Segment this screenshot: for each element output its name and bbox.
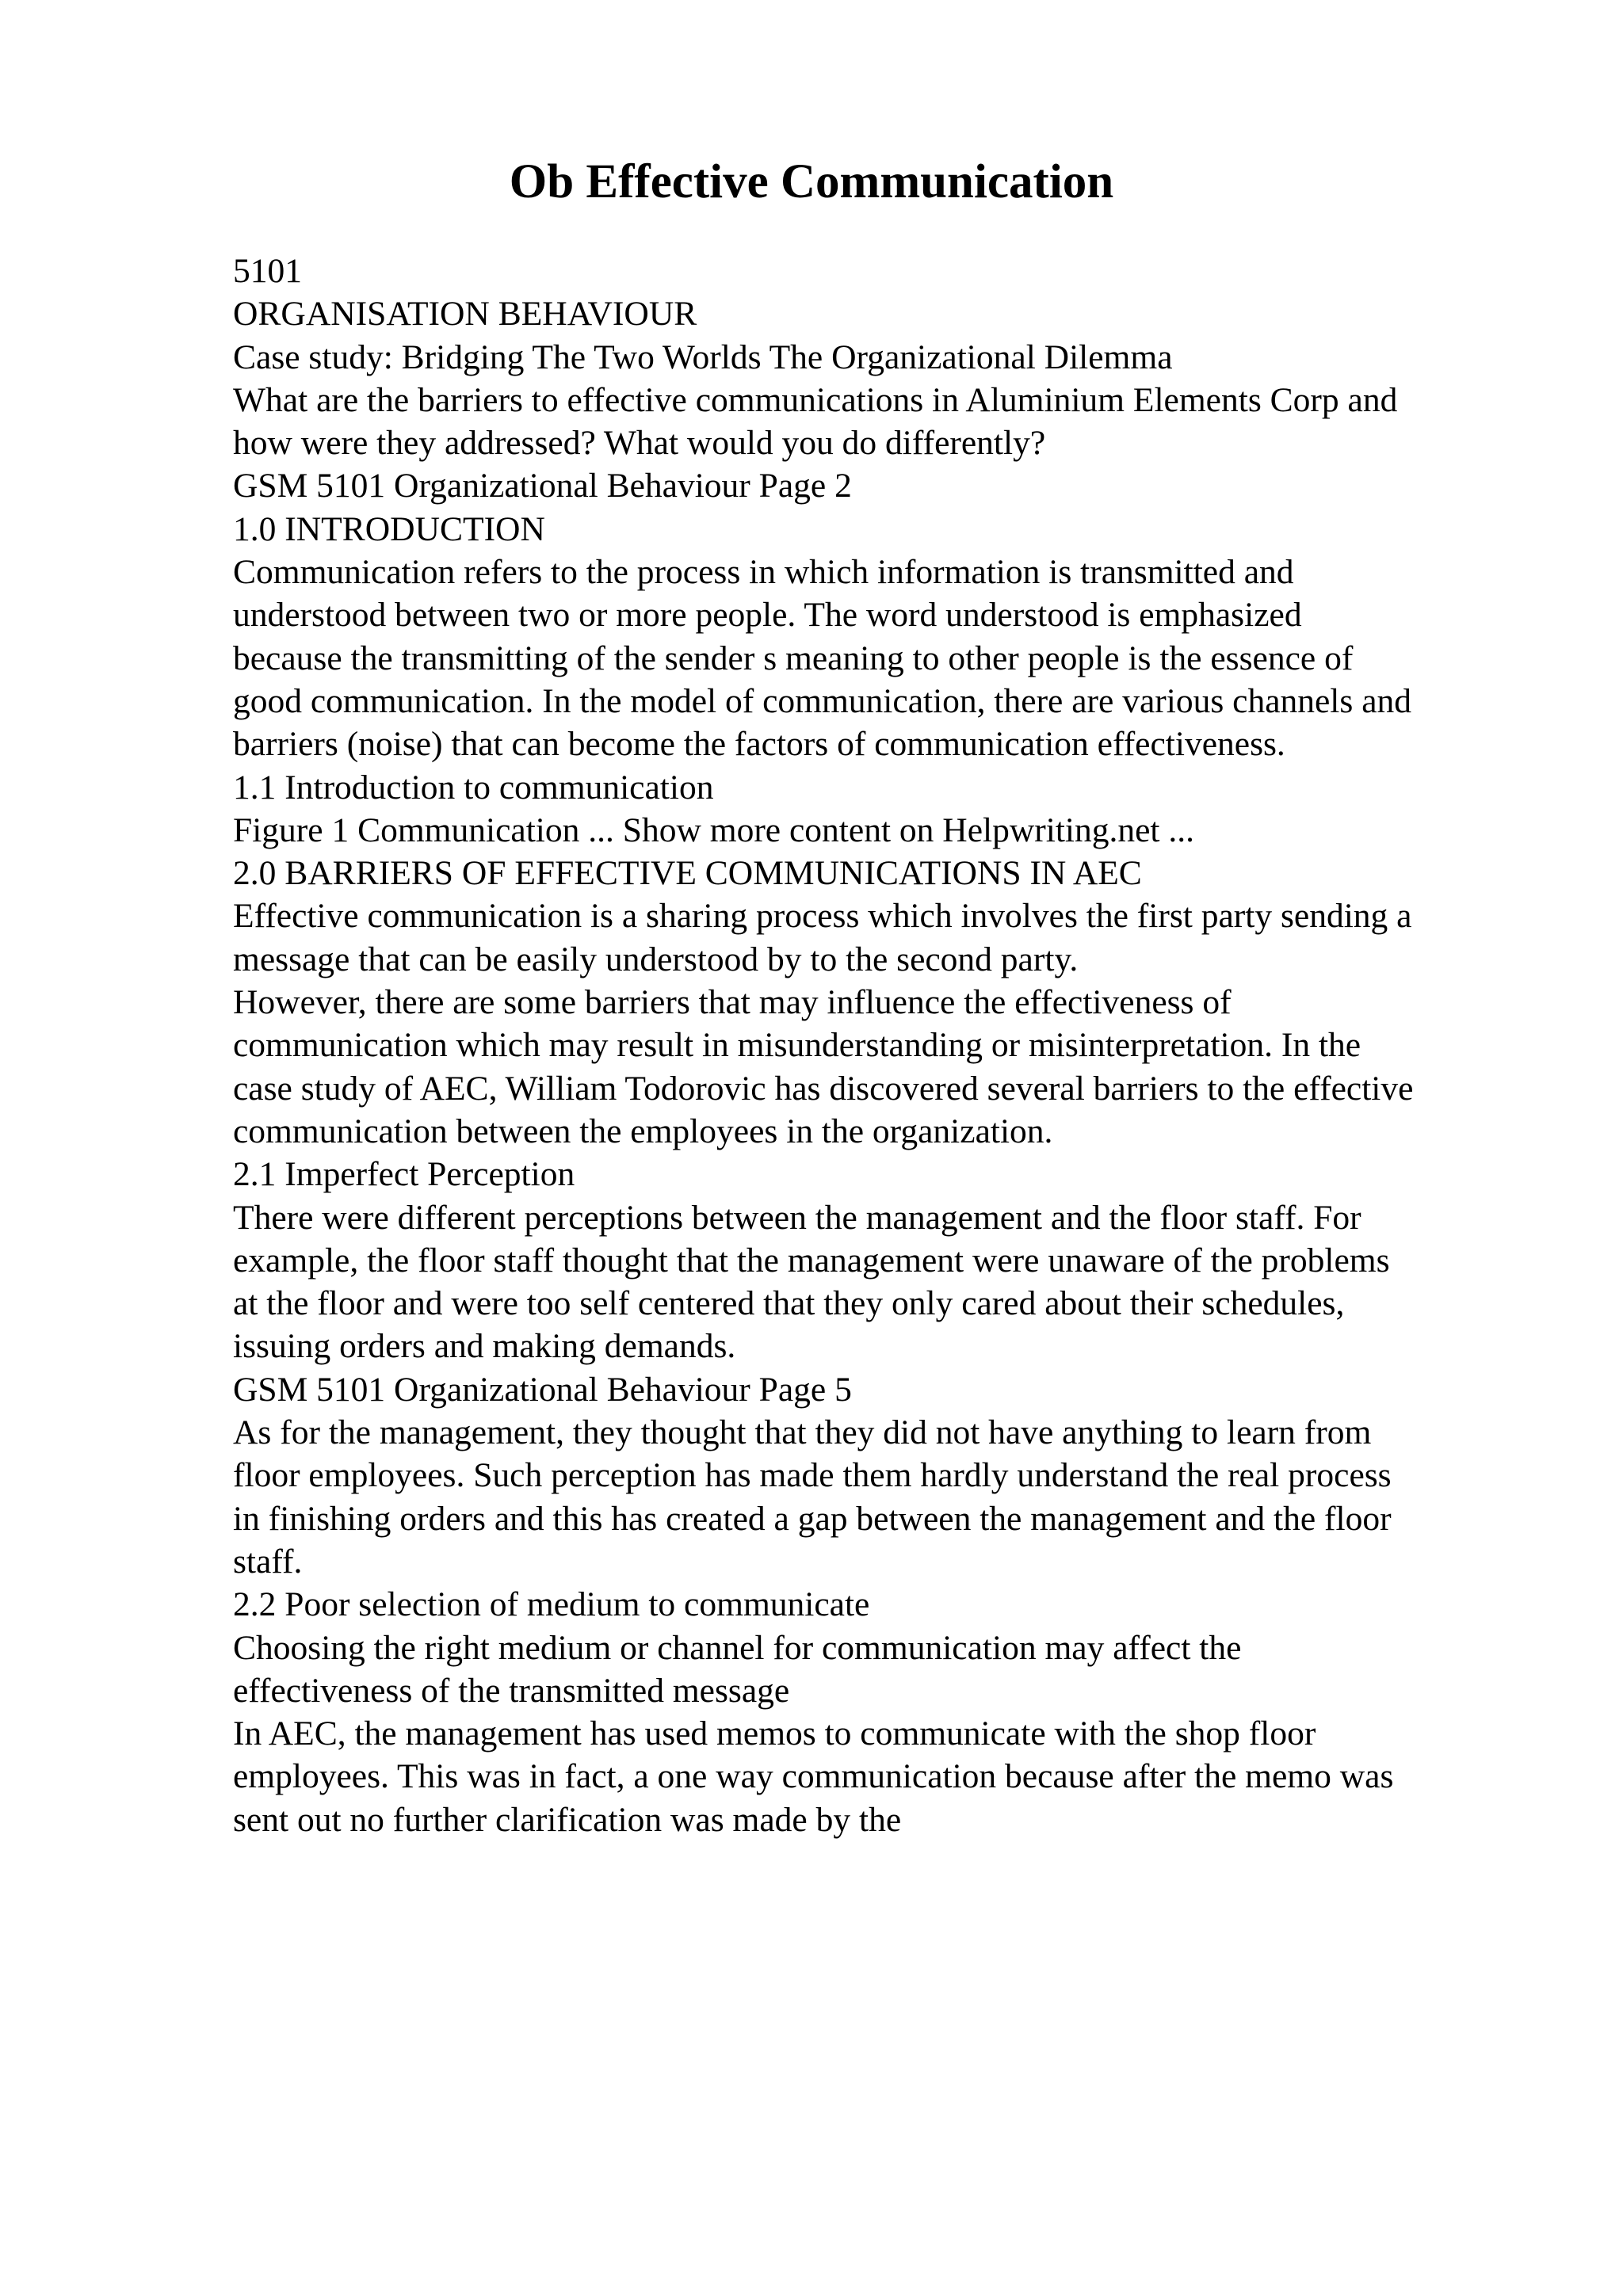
text-line: Figure 1 Communication ... Show more content on Helpwriting.net ... [233,810,1195,849]
text-line: What are the barriers to effective communications in Aluminium Elements Corp and [233,380,1398,419]
text-line: Effective communication is a sharing process which involves the first party sending a [233,897,1412,936]
text-line: 1.0 INTRODUCTION [233,509,545,548]
text-line: 2.1 Imperfect Perception [233,1155,575,1194]
document-body [233,250,1533,1841]
text-line: case study of AEC, William Todorovic has discovered several barriers to the effective [233,1069,1414,1108]
text-line: message that can be easily understood by to the second party. [233,940,1079,978]
text-line: Choosing the right medium or channel for communication may affect the [233,1628,1242,1667]
text-line: barriers (noise) that can become the factors of communication effectiveness. [233,725,1285,764]
text-line: sent out no further clarification was made by the [233,1800,902,1839]
text-line: example, the floor staff thought that the management were unaware of the problems [233,1241,1390,1280]
text-line: because the transmitting of the sender s meaning to other people is the essence of [233,639,1354,677]
text-line: at the floor and were too self centered that they only cared about their schedules, [233,1284,1345,1323]
text-line: GSM 5101 Organizational Behaviour Page 2 [233,467,852,505]
text-line: understood between two or more people. The word understood is emphasized [233,596,1302,635]
text-line: communication which may result in misunderstanding or misinterpretation. In the [233,1026,1361,1065]
text-line: There were different perceptions between the management and the floor staff. For [233,1198,1361,1237]
text-line: Communication refers to the process in which information is transmitted and [233,553,1294,592]
text-line: Case study: Bridging The Two Worlds The Organizational Dilemma [233,338,1173,376]
text-line: employees. This was in fact, a one way communication because after the memo was [233,1757,1394,1796]
document-title: Ob Effective Communication [509,155,1114,208]
text-line: 2.0 BARRIERS OF EFFECTIVE COMMUNICATIONS IN AEC [233,854,1142,893]
text-line: 2.2 Poor selection of medium to communicate [233,1585,870,1624]
text-line: staff. [233,1542,303,1581]
text-line: GSM 5101 Organizational Behaviour Page 5 [233,1370,852,1409]
text-line: floor employees. Such perception has made them hardly understand the real process [233,1456,1392,1495]
text-line: in finishing orders and this has created a gap between the management and the floor [233,1499,1392,1538]
text-line: effectiveness of the transmitted message [233,1671,790,1710]
text-line: ORGANISATION BEHAVIOUR [233,295,697,334]
text-line: However, there are some barriers that may influence the effectiveness of [233,983,1232,1022]
text-line: As for the management, they thought that they did not have anything to learn from [233,1413,1372,1452]
text-line: how were they addressed? What would you do differently? [233,424,1046,463]
text-line: 5101 [233,252,302,290]
text-line: issuing orders and making demands. [233,1327,736,1366]
text-line: 1.1 Introduction to communication [233,768,714,807]
text-line: In AEC, the management has used memos to communicate with the shop floor [233,1714,1316,1753]
text-line: communication between the employees in the organization. [233,1112,1053,1150]
text-line: good communication. In the model of communication, there are various channels and [233,681,1412,720]
